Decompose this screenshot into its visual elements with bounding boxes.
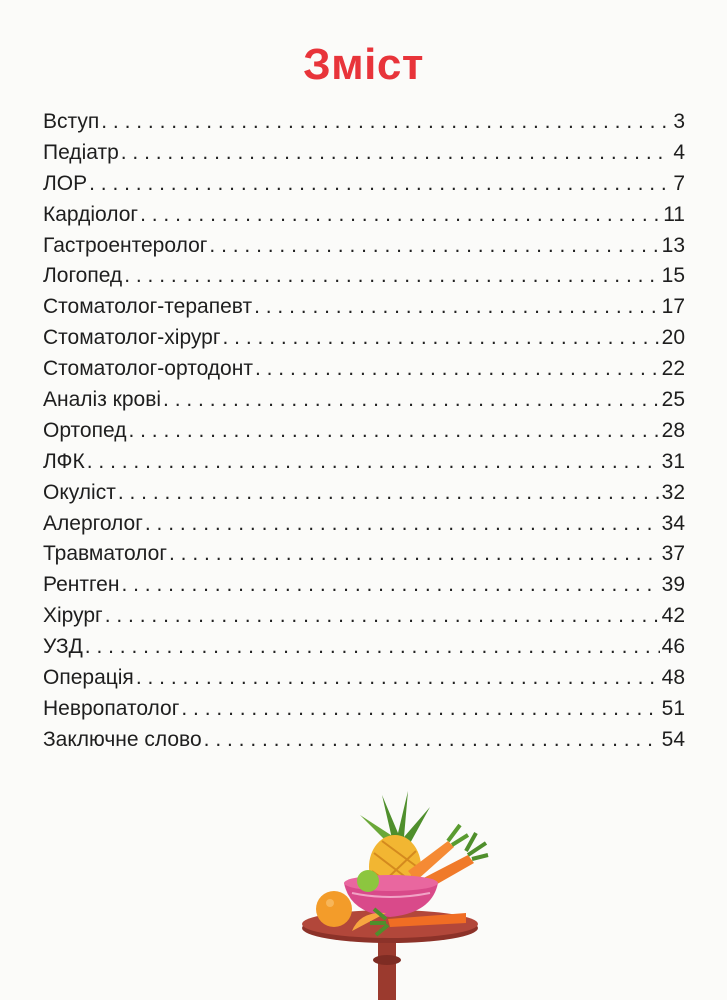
toc-entry-label: Вступ xyxy=(43,110,100,133)
toc-entry-label: Хірург xyxy=(43,604,103,628)
toc-entry xyxy=(43,107,685,138)
toc-leader-dots xyxy=(204,725,660,756)
toc-leader-dots xyxy=(121,138,672,169)
toc-entry xyxy=(43,416,685,447)
toc-entry-label: УЗД xyxy=(43,635,83,659)
toc-leader-dots xyxy=(223,323,660,354)
toc-entry-page-number: 7 xyxy=(673,171,685,195)
toc-leader-dots xyxy=(87,447,660,478)
toc-entry xyxy=(43,601,685,632)
toc-entry-page-number: 22 xyxy=(661,357,685,381)
page-title: Зміст xyxy=(303,40,424,89)
toc-entry xyxy=(43,323,685,354)
fruit-bowl-on-table-icon xyxy=(290,785,490,1000)
toc-leader-dots xyxy=(145,509,660,540)
toc-entry xyxy=(43,570,685,601)
toc-entry xyxy=(43,663,685,694)
toc-entry-label: Ортопед xyxy=(43,418,127,442)
toc-entry-label: Заключне слово xyxy=(43,727,202,751)
toc-leader-dots xyxy=(124,261,659,292)
toc-entry xyxy=(43,478,685,509)
toc-leader-dots xyxy=(105,601,660,632)
toc-entry-label: Стоматолог-ортодонт xyxy=(43,357,253,381)
toc-entry-label: Педіатр xyxy=(43,140,119,164)
toc-entry xyxy=(43,138,685,169)
toc-entry-page-number: 15 xyxy=(661,264,685,288)
table-of-contents xyxy=(43,107,685,756)
toc-entry xyxy=(43,292,685,323)
toc-entry-label: Травматолог xyxy=(43,542,168,566)
toc-leader-dots xyxy=(101,107,671,138)
toc-entry-label: ЛФК xyxy=(43,449,85,473)
toc-entry-label: Стоматолог-хірург xyxy=(43,326,221,350)
toc-entry-page-number: 25 xyxy=(661,388,685,412)
toc-entry xyxy=(43,447,685,478)
toc-entry-page-number: 20 xyxy=(661,326,685,350)
toc-entry xyxy=(43,694,685,725)
toc-entry-page-number: 48 xyxy=(661,666,685,690)
toc-leader-dots xyxy=(89,169,671,200)
toc-entry-label: Операція xyxy=(43,666,134,690)
toc-entry-label: Окуліст xyxy=(43,480,116,504)
toc-leader-dots xyxy=(118,478,660,509)
toc-entry-label: Логопед xyxy=(43,264,123,288)
toc-entry-label: Невропатолог xyxy=(43,696,180,720)
toc-entry-page-number: 51 xyxy=(661,696,685,720)
toc-entry xyxy=(43,725,685,756)
toc-entry-page-number: 4 xyxy=(673,140,685,164)
toc-entry xyxy=(43,539,685,570)
toc-entry-page-number: 39 xyxy=(661,573,685,597)
toc-entry-page-number: 13 xyxy=(661,233,685,257)
toc-leader-dots xyxy=(140,200,661,231)
toc-entry-page-number: 37 xyxy=(661,542,685,566)
toc-entry xyxy=(43,169,685,200)
toc-leader-dots xyxy=(255,354,660,385)
toc-leader-dots xyxy=(209,231,659,262)
toc-leader-dots xyxy=(121,570,659,601)
toc-leader-dots xyxy=(85,632,660,663)
toc-leader-dots xyxy=(169,539,660,570)
toc-entry-page-number: 28 xyxy=(661,418,685,442)
toc-entry-label: Кардіолог xyxy=(43,202,139,226)
toc-entry-page-number: 34 xyxy=(661,511,685,535)
toc-entry xyxy=(43,354,685,385)
toc-entry-page-number: 31 xyxy=(661,449,685,473)
toc-entry-label: ЛОР xyxy=(43,171,88,195)
toc-entry xyxy=(43,200,685,231)
toc-entry xyxy=(43,509,685,540)
toc-entry-page-number: 32 xyxy=(661,480,685,504)
toc-entry-label: Гастроентеролог xyxy=(43,233,208,257)
toc-entry-page-number: 17 xyxy=(661,295,685,319)
toc-leader-dots xyxy=(136,663,660,694)
toc-entry-label: Рентген xyxy=(43,573,120,597)
toc-leader-dots xyxy=(163,385,660,416)
toc-entry-page-number: 3 xyxy=(673,110,685,133)
toc-entry-page-number: 54 xyxy=(661,727,685,751)
toc-entry-page-number: 11 xyxy=(663,202,685,226)
toc-entry xyxy=(43,231,685,262)
toc-entry-label: Аналіз крові xyxy=(43,388,162,412)
toc-entry xyxy=(43,261,685,292)
toc-entry-page-number: 42 xyxy=(661,604,685,628)
toc-entry-label: Алерголог xyxy=(43,511,143,535)
toc-entry xyxy=(43,632,685,663)
toc-leader-dots xyxy=(181,694,659,725)
toc-entry xyxy=(43,385,685,416)
toc-entry-page-number: 46 xyxy=(661,635,685,659)
toc-entry-label: Стоматолог-терапевт xyxy=(43,295,253,319)
toc-leader-dots xyxy=(128,416,659,447)
toc-leader-dots xyxy=(254,292,660,323)
